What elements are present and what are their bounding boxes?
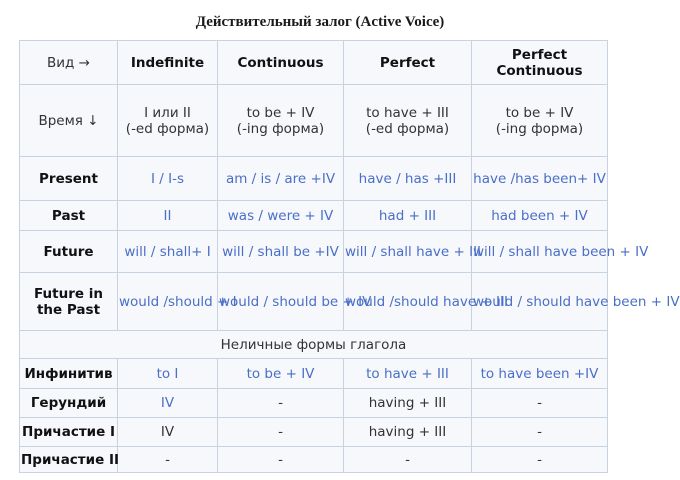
time-row	[20, 85, 608, 157]
time-label: Время ↓	[20, 85, 118, 157]
col-perfect-continuous	[472, 41, 608, 85]
present-label: Present	[20, 157, 118, 201]
time-cell-line: I или II	[144, 104, 191, 121]
infinitive-perfect-continuous: to have been +IV	[472, 359, 608, 389]
participle-1-row	[20, 418, 608, 447]
infinitive-row	[20, 359, 608, 389]
future-perfect-continuous: will / shall have been + IV	[472, 231, 608, 273]
col-indefinite: Indefinite	[118, 41, 218, 85]
time-cell-line: (-ing форма)	[236, 120, 325, 137]
nonfinite-header: Неличные формы глагола	[20, 331, 608, 359]
nonfinite-header-row	[20, 331, 608, 359]
time-cell-continuous	[218, 85, 344, 157]
present-row	[20, 157, 608, 201]
future-label: Future	[20, 231, 118, 273]
future-in-past-indefinite: would /should + I	[118, 273, 218, 331]
time-cell-perfect	[344, 85, 472, 157]
past-perfect-continuous: had been + IV	[472, 201, 608, 231]
future-continuous: will / shall be +IV	[218, 231, 344, 273]
page-title: Действительный залог (Active Voice)	[195, 14, 445, 30]
future-in-past-label-line2: the Past	[36, 301, 101, 318]
participle-2-label: Причастие II	[20, 447, 118, 473]
gerund-perfect: having + III	[344, 389, 472, 418]
future-in-past-label-line1: Future in	[34, 285, 103, 302]
time-cell-indefinite	[118, 85, 218, 157]
past-indefinite: II	[118, 201, 218, 231]
gerund-perfect-continuous: -	[472, 389, 608, 418]
infinitive-indefinite: to I	[118, 359, 218, 389]
col-perfect: Perfect	[344, 41, 472, 85]
future-in-past-row	[20, 273, 608, 331]
future-in-past-label	[20, 273, 118, 331]
vid-label: Вид →	[20, 41, 118, 85]
future-in-past-continuous: would / should be + IV	[218, 273, 344, 331]
gerund-label: Герундий	[20, 389, 118, 418]
time-cell-line: (-ed форма)	[125, 120, 210, 137]
col-perfect-continuous-line1: Perfect	[511, 46, 568, 63]
past-row	[20, 201, 608, 231]
infinitive-label: Инфинитив	[20, 359, 118, 389]
col-continuous: Continuous	[218, 41, 344, 85]
participle-1-perfect-continuous: -	[472, 418, 608, 447]
time-cell-perfect-continuous	[472, 85, 608, 157]
future-row	[20, 231, 608, 273]
future-in-past-perfect: would /should have + III	[344, 273, 472, 331]
time-cell-line: to have + III	[366, 104, 449, 121]
present-perfect: have / has +III	[344, 157, 472, 201]
participle-2-indefinite: -	[118, 447, 218, 473]
gerund-row	[20, 389, 608, 418]
time-cell-line: (-ed форма)	[365, 120, 450, 137]
present-indefinite: I / I-s	[118, 157, 218, 201]
participle-2-row	[20, 447, 608, 473]
infinitive-continuous: to be + IV	[218, 359, 344, 389]
gerund-indefinite: IV	[118, 389, 218, 418]
future-in-past-perfect-continuous: would / should have been + IV	[472, 273, 608, 331]
col-perfect-continuous-line2: Continuous	[496, 62, 583, 79]
present-perfect-continuous: have /has been+ IV	[472, 157, 608, 201]
past-label: Past	[20, 201, 118, 231]
participle-1-continuous: -	[218, 418, 344, 447]
participle-1-perfect: having + III	[344, 418, 472, 447]
infinitive-perfect: to have + III	[344, 359, 472, 389]
participle-2-continuous: -	[218, 447, 344, 473]
grammar-table	[19, 40, 680, 473]
participle-2-perfect-continuous: -	[472, 447, 608, 473]
past-perfect: had + III	[344, 201, 472, 231]
participle-1-indefinite: IV	[118, 418, 218, 447]
participle-2-perfect: -	[344, 447, 472, 473]
participle-1-label: Причастие I	[20, 418, 118, 447]
past-continuous: was / were + IV	[218, 201, 344, 231]
present-continuous: am / is / are +IV	[218, 157, 344, 201]
time-cell-line: (-ing форма)	[495, 120, 584, 137]
gerund-continuous: -	[218, 389, 344, 418]
time-cell-line: to be + IV	[246, 104, 315, 121]
time-cell-line: to be + IV	[505, 104, 574, 121]
future-indefinite: will / shall+ I	[118, 231, 218, 273]
header-row	[20, 41, 608, 85]
future-perfect: will / shall have + III	[344, 231, 472, 273]
